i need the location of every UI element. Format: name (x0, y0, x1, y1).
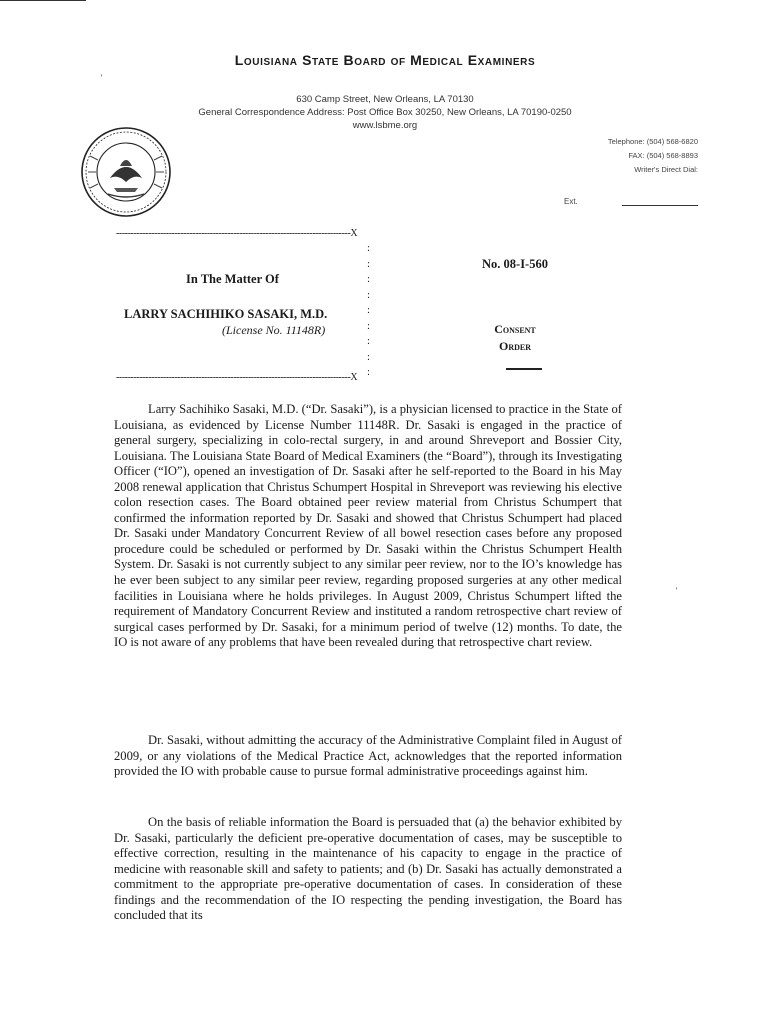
fax: FAX: (504) 568-8893 (628, 151, 698, 160)
document-type (486, 321, 544, 355)
license-number: (License No. 11148R) (222, 323, 326, 337)
extension-label: Ext. (564, 197, 578, 206)
case-number: No. 08-I-560 (482, 257, 548, 271)
title-underline (506, 368, 542, 370)
telephone: Telephone: (504) 568-6820 (607, 137, 698, 146)
extension-line (622, 205, 698, 206)
in-the-matter-of: In The Matter Of (186, 272, 279, 286)
paragraph-conclusion: On the basis of reliable information the Board is persuaded that (a) the behavior exhibited by Dr. Sasaki, particularly the deficient pre-operative documentation of cases, may be susceptible to effective correction, resulting in the maintenance of his capacity to engage in the practice of medicine with reasonable skill and safety to patients; and (b) Dr. Sasaki has actually demonstrated a commitment to the appropriate pre-operative documentation of cases. In consideration of these findings and the recommendation of the IO respecting the pending investigation, the Board has concluded that its (114, 815, 622, 923)
document-type-line-2: Order (498, 339, 531, 353)
caption-border-top: --------------------------------------------------------------------------------X (116, 228, 358, 239)
letterhead-correspondence: General Correspondence Address: Post Office Box 30250, New Orleans, LA 70190-0250 (198, 107, 572, 118)
caption-border-bottom: --------------------------------------------------------------------------------X (116, 372, 358, 383)
state-seal-icon (80, 126, 172, 218)
margin-mark: ' (101, 73, 103, 82)
paragraph-acknowledgment: Dr. Sasaki, without admitting the accuracy of the Administrative Complaint filed in August of 2009, or any violations of the Medical Practice Act, acknowledges that the reported information provided the IO with probable cause to pursue formal administrative proceedings against him. (114, 733, 622, 779)
caption-colons: : : : : : : : : : (367, 242, 371, 378)
margin-mark-right: ' (676, 586, 678, 595)
paragraph-findings: Larry Sachihiko Sasaki, M.D. (“Dr. Sasaki”), is a physician licensed to practice in the State of Louisiana, as evidenced by License Number 11148R. Dr. Sasaki is engaged in the practice of general surgery, specializing in colo-rectal surgery, in and around Shreveport and Bossier City, Louisiana. The Louisiana State Board of Medical Examiners (the “Board”), through its Investigating Officer (“IO”), opened an investigation of Dr. Sasaki after he self-reported to the Board in his May 2008 renewal application that Christus Schumpert Hospital in Shreveport was reviewing his elective colon resection cases. The Board obtained peer review material from Christus Schumpert that confirmed the information reported by Dr. Sasaki and showed that Christus Schumpert had placed Dr. Sasaki under Mandatory Concurrent Review of all bowel resection cases before any proposed procedure could be scheduled or performed by Dr. Sasaki within the Christus Schumpert Health System. Dr. Sasaki is not currently subject to any similar peer review, nor to the IO’s knowledge has he ever been subject to any similar peer review, regarding proposed surgeries at any other medical facilities in Louisiana where he holds privileges. In August 2009, Christus Schumpert lifted the requirement of Mandatory Concurrent Review and instituted a random retrospective chart review of surgical cases performed by Dr. Sasaki, for a minimum period of twelve (12) months. To date, the IO is not aware of any problems that have been revealed during that retrospective chart review. (114, 402, 622, 650)
respondent-name: LARRY SACHIHIKO SASAKI, M.D. (124, 307, 328, 321)
letterhead-street: 630 Camp Street, New Orleans, LA 70130 (296, 94, 474, 105)
document-type-line-1: Consent (494, 322, 536, 336)
letterhead-title: Louisiana State Board of Medical Examiners (234, 52, 536, 68)
direct-dial: Writer's Direct Dial: (634, 165, 698, 174)
letterhead-website: www.lsbme.org (352, 120, 418, 131)
top-margin-line (0, 0, 86, 1)
